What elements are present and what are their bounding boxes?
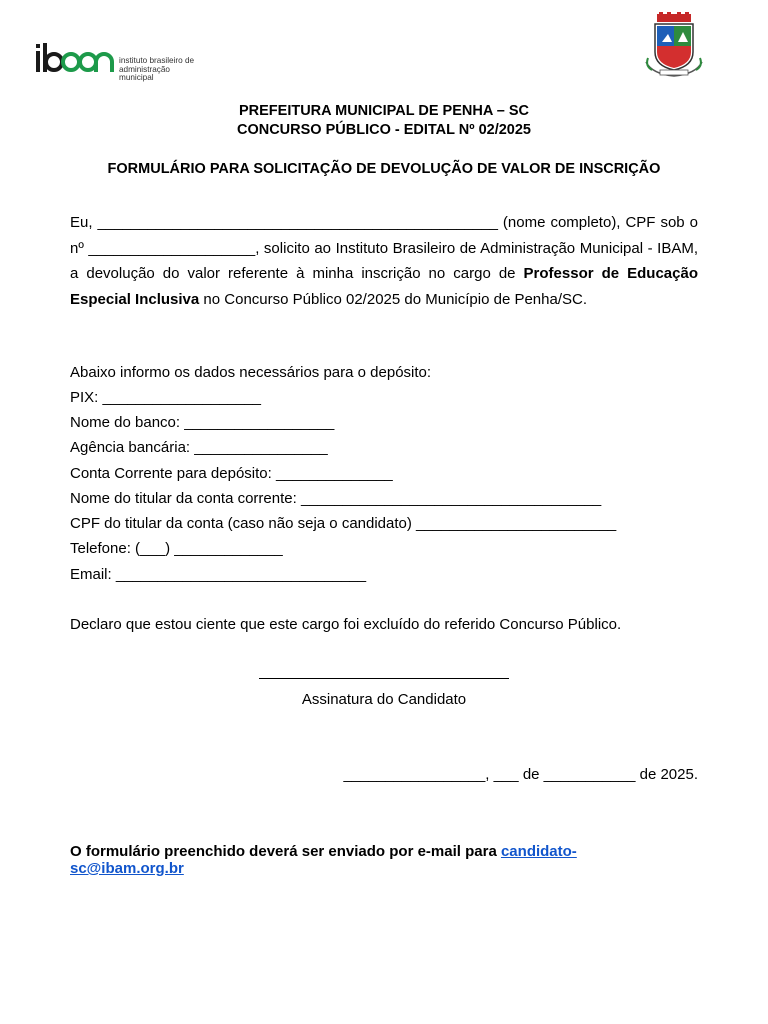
- contact-email-link[interactable]: candidato-sc@ibam.org.br: [70, 843, 577, 877]
- coat-of-arms-icon: [642, 12, 706, 80]
- field-pix: PIX: ___________________: [70, 389, 262, 406]
- page-title-prefeitura: PREFEITURA MUNICIPAL DE PENHA – SC: [238, 103, 530, 119]
- field-email: Email: ______________________________: [70, 566, 367, 583]
- signature-label: Assinatura do Candidato: [301, 691, 467, 708]
- declaration-job-title: Professor de Educação Especial Inclusiva: [70, 265, 698, 308]
- field-bank-name: Nome do banco: __________________: [70, 414, 335, 431]
- signature-line: [259, 678, 509, 679]
- field-account-holder: Nome do titular da conta corrente: ____________________________________: [70, 490, 602, 507]
- date-line: _________________, ___ de ___________ de 2025.: [343, 766, 698, 783]
- ibam-logo-mark: [34, 40, 116, 76]
- field-checking-account: Conta Corrente para depósito: ______________: [70, 465, 393, 482]
- declaration-text-start: Eu, ________________________________________________ (nome completo), CPF sob o nº ____________________, solicito ao Instituto Brasileiro de Administração Municipal - IBAM, a devolução do valor referente à minha inscrição no cargo de: [70, 214, 698, 282]
- declaration-paragraph: [70, 210, 698, 312]
- field-phone: Telefone: (___) _____________: [70, 540, 283, 557]
- declaration-text-end: no Concurso Público 02/2025 do Município de Penha/SC.: [199, 290, 588, 308]
- deposit-intro: Abaixo informo os dados necessários para o depósito:: [70, 364, 432, 381]
- ibam-logo-subtitle-line1: instituto brasileiro de: [119, 56, 195, 65]
- exclusion-statement: Declaro que estou ciente que este cargo foi excluído do referido Concurso Público.: [70, 616, 622, 633]
- ibam-logo-subtitle-line2: administração municipal: [119, 64, 170, 82]
- field-bank-agency: Agência bancária: ________________: [70, 439, 328, 456]
- page-title-edital: CONCURSO PÚBLICO - EDITAL Nº 02/2025: [236, 122, 531, 138]
- form-title: FORMULÁRIO PARA SOLICITAÇÃO DE DEVOLUÇÃO DE VALOR DE INSCRIÇÃO: [107, 161, 661, 177]
- ibam-logo-subtitle: [119, 57, 204, 83]
- submission-instruction: [70, 843, 630, 877]
- submission-instruction-text: O formulário preenchido deverá ser enviado por e-mail para: [70, 843, 501, 860]
- ibam-logo: [34, 40, 204, 80]
- field-holder-cpf: CPF do titular da conta (caso não seja o candidato) ________________________: [70, 515, 617, 532]
